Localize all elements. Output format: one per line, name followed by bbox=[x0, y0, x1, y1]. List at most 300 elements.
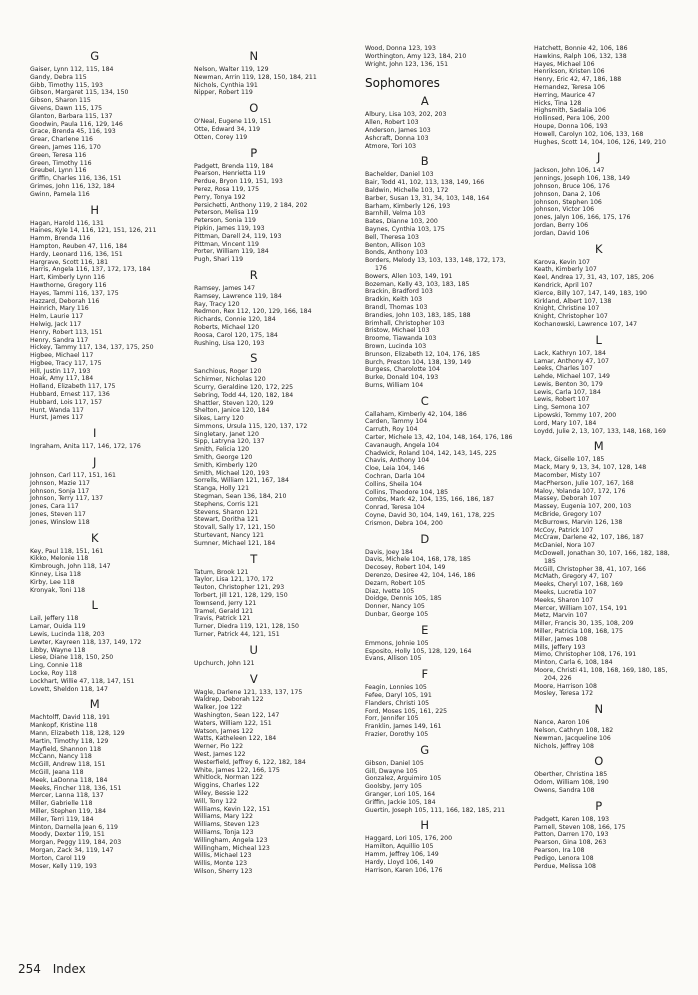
index-entry: McGill, Jeana 118 bbox=[30, 768, 84, 776]
index-entry: Moody, Dexter 119, 151 bbox=[30, 831, 105, 839]
index-entry: Jordan, Berry 106 bbox=[534, 221, 589, 229]
index-entry: Travis, Patrick 121 bbox=[194, 615, 251, 623]
index-entry: Burgess, Charolotte 104 bbox=[365, 366, 440, 374]
index-entry: Mack, Mary 9, 13, 34, 107, 128, 148 bbox=[534, 464, 647, 472]
index-entry: Lewter, Kayreen 118, 137, 149, 172 bbox=[30, 638, 142, 646]
index-entry: Callaham, Kimberly 42, 104, 186 bbox=[365, 410, 467, 418]
index-entry: Kikko, Melonie 118 bbox=[30, 555, 89, 563]
index-entry: Morton, Carol 119 bbox=[30, 854, 86, 862]
index-entry: West, James 122 bbox=[194, 750, 246, 758]
index-entry: Keel, Andrea 17, 31, 43, 107, 185, 206 bbox=[534, 274, 654, 282]
index-entry: Goodwin, Paula 116, 129, 146 bbox=[30, 120, 123, 128]
index-entry: Wagle, Darlene 121, 133, 137, 175 bbox=[194, 688, 303, 696]
index-entry: McDaniel, Nora 107 bbox=[534, 542, 595, 550]
index-entry: Miller, James 108 bbox=[534, 635, 588, 643]
index-entry: Diaz, Ivette 105 bbox=[365, 587, 415, 595]
index-entry: Carden, Tammy 104 bbox=[365, 418, 428, 426]
index-entry: Miller, Terri 119, 184 bbox=[30, 815, 94, 823]
index-entry: Walker, Joe 122 bbox=[194, 704, 243, 712]
index-column-2 bbox=[194, 45, 354, 876]
index-entry: Miller, Stephen 119, 184 bbox=[30, 807, 107, 815]
index-entry: Liese, Diane 118, 150, 250 bbox=[30, 654, 114, 662]
index-entry: Bachelder, Daniel 103 bbox=[365, 171, 434, 179]
index-entry: Helwig, Jack 117 bbox=[30, 320, 82, 328]
letter-heading: H bbox=[90, 202, 100, 217]
index-entry: Sipp, Latryna 120, 137 bbox=[194, 438, 265, 446]
letter-heading: D bbox=[420, 531, 430, 546]
index-entry: Goolsby, Jerry 105 bbox=[365, 783, 422, 791]
index-entry: Herring, Maurice 47 bbox=[534, 91, 596, 99]
index-entry: Bair, Todd 41, 102, 113, 138, 149, 166 bbox=[365, 179, 485, 187]
index-entry: Barber, Susan 13, 31, 34, 103, 148, 164 bbox=[365, 194, 490, 202]
index-entry: Fefee, Daryl 105, 191 bbox=[365, 692, 432, 699]
letter-heading: O bbox=[249, 101, 259, 116]
index-entry: Kierce, Billy 107, 147, 149, 183, 190 bbox=[534, 289, 647, 297]
index-entry: Hurst, James 117 bbox=[30, 414, 84, 422]
index-entry: Loydd, Julie 2, 13, 107, 133, 148, 168, 169 bbox=[534, 427, 666, 435]
index-entry: Williams, Kevin 122, 151 bbox=[194, 805, 271, 813]
index-entry: Hazzard, Deborah 116 bbox=[30, 297, 100, 305]
letter-heading: J bbox=[597, 150, 601, 165]
index-entry: Baynes, Cynthia 103, 175 bbox=[365, 225, 445, 233]
index-entry: Willis, Monte 123 bbox=[194, 860, 248, 868]
index-entry: Meeks, Fincher 118, 136, 151 bbox=[30, 784, 122, 792]
index-entry: Gandy, Debra 115 bbox=[30, 73, 87, 81]
index-entry: Lack, Kathryn 107, 184 bbox=[534, 349, 606, 357]
index-entry: Gaiser, Lynn 112, 115, 184 bbox=[30, 66, 114, 73]
index-entry: Padgett, Karen 108, 193 bbox=[534, 815, 610, 823]
letter-heading: C bbox=[420, 393, 430, 408]
index-entry: Mills, Jeffery 193 bbox=[534, 643, 586, 651]
index-entry: Dunbar, George 105 bbox=[365, 611, 429, 619]
index-entry: Peterson, Melisa 119 bbox=[194, 209, 259, 217]
index-entry: Stegman, Sean 136, 184, 210 bbox=[194, 493, 287, 501]
index-entry: Gibson, Daniel 105 bbox=[365, 759, 424, 767]
index-entry: Ling, Semona 107 bbox=[534, 404, 590, 412]
index-entry: Minton, Darnella Jean 6, 119 bbox=[30, 823, 118, 831]
index-entry: McGill, Christopher 38, 41, 107, 166 bbox=[534, 565, 646, 573]
index-entry: Hawkins, Ralph 106, 132, 138 bbox=[534, 52, 627, 60]
index-entry: Hargrave, Scott 116, 181 bbox=[30, 258, 109, 266]
index-entry: Burch, Preston 104, 138, 139, 149 bbox=[365, 358, 472, 366]
index-entry: Cochran, Darla 104 bbox=[365, 473, 426, 481]
index-entry: Moore, Christi 41, 108, 168, 169, 180, 185, bbox=[534, 666, 668, 674]
index-entry: Givens, Dawn 115, 175 bbox=[30, 104, 103, 112]
index-entry: Keath, Kimberly 107 bbox=[534, 266, 597, 274]
index-entry: Waters, William 122, 151 bbox=[194, 719, 272, 727]
index-entry: Hamilton, Aquillio 105 bbox=[365, 843, 434, 851]
index-entry: Houpe, Donna 106, 193 bbox=[534, 122, 608, 130]
index-entry: Carter, Michele 13, 42, 104, 148, 164, 176, 186 bbox=[365, 434, 513, 442]
index-entry: Albury, Lisa 103, 202, 203 bbox=[365, 111, 447, 119]
index-entry: Haines, Kyle 14, 116, 121, 151, 126, 211 bbox=[30, 227, 157, 235]
index-entry: Brunson, Elizabeth 12, 104, 176, 185 bbox=[365, 350, 481, 358]
index-entry: Oberther, Christina 185 bbox=[534, 771, 608, 779]
index-entry: Highsmith, Sadalia 106 bbox=[534, 107, 606, 115]
index-entry: Torbert, Jill 121, 128, 129, 150 bbox=[194, 592, 288, 600]
index-entry: Lehde, Michael 107, 149 bbox=[534, 373, 610, 381]
index-entry: Massey, Eugenia 107, 200, 103 bbox=[534, 503, 632, 511]
letter-heading: T bbox=[250, 551, 258, 566]
index-entry: Cavanaugh, Angela 104 bbox=[365, 441, 440, 449]
index-entry: Esposito, Holly 105, 128, 129, 164 bbox=[365, 647, 472, 655]
index-entry: Willis, Michael 123 bbox=[194, 852, 252, 860]
letter-heading: E bbox=[421, 622, 429, 637]
index-entry: Pittman, Darell 24, 119, 193 bbox=[194, 232, 282, 240]
index-entry: Watson, James 122 bbox=[194, 727, 254, 735]
index-entry: Lewis, Benton 30, 179 bbox=[534, 380, 603, 388]
letter-heading: H bbox=[420, 818, 430, 833]
letter-heading: R bbox=[249, 267, 259, 282]
index-entry: Kimbrough, John 118, 147 bbox=[30, 563, 111, 571]
index-entry: Grace, Brenda 45, 116, 193 bbox=[30, 128, 116, 136]
index-entry: Harrison, Karen 106, 176 bbox=[365, 866, 443, 874]
index-entry: Parnell, Steven 108, 166, 175 bbox=[534, 823, 626, 831]
index-entry: Wilson, Sherry 123 bbox=[194, 867, 253, 875]
index-entry: Newman, Jacqueline 106 bbox=[534, 734, 611, 742]
index-entry: Pugh, Shari 119 bbox=[194, 256, 244, 264]
index-entry: Chavis, Anthony 104 bbox=[365, 457, 430, 465]
index-entry: Jones, Jalyn 106, 166, 175, 176 bbox=[534, 214, 631, 222]
index-entry: Mimo, Christopher 108, 176, 191 bbox=[534, 651, 637, 659]
index-entry: Smith, Felicia 120 bbox=[194, 446, 250, 454]
index-entry: Bristow, Michael 103 bbox=[365, 327, 430, 335]
index-entry: Knight, Christopher 107 bbox=[534, 313, 608, 321]
index-entry: Sanchious, Roger 120 bbox=[194, 368, 262, 376]
index-entry: Flanders, Christi 105 bbox=[365, 699, 430, 707]
index-entry: Bonds, Anthony 103 bbox=[365, 249, 428, 257]
index-entry: Otten, Corey 119 bbox=[194, 133, 248, 141]
index-entry: Perdue, Melissa 108 bbox=[534, 862, 596, 870]
index-entry: Tatum, Brook 121 bbox=[194, 568, 249, 576]
index-entry: Meeks, Sharon 107 bbox=[534, 596, 594, 604]
index-entry: Stephens, Corris 121 bbox=[194, 500, 259, 508]
index-entry: Karova, Kevin 107 bbox=[534, 258, 590, 266]
index-entry: Pearson, Ira 108 bbox=[534, 846, 585, 854]
index-entry: Howell, Carolyn 102, 106, 133, 168 bbox=[534, 130, 644, 138]
index-entry: Hart, Kimberly Lynn 116 bbox=[30, 274, 105, 282]
index-entry: Ashcraft, Donna 103 bbox=[365, 134, 429, 142]
index-entry: Moser, Kelly 119, 193 bbox=[30, 862, 97, 870]
index-entry: Redmon, Rex 112, 120, 129, 166, 184 bbox=[194, 308, 312, 316]
index-entry: Lockhart, Willie 47, 118, 147, 151 bbox=[30, 677, 135, 685]
index-entry: Whitlock, Norman 122 bbox=[194, 774, 263, 782]
index-entry: Perez, Rosa 119, 175 bbox=[194, 185, 260, 193]
index-entry: Gibson, Margaret 115, 134, 150 bbox=[30, 89, 129, 97]
index-entry: Hatchett, Bonnie 42, 106, 186 bbox=[534, 45, 628, 52]
index-entry: Stewart, Doritha 121 bbox=[194, 516, 259, 524]
index-entry: Hubbard, Lois 117, 157 bbox=[30, 398, 103, 406]
index-entry: Ramsey, James 147 bbox=[194, 284, 256, 292]
index-entry: Lewis, Robert 107 bbox=[534, 396, 590, 404]
index-entry: Hawthorne, Gregory 116 bbox=[30, 281, 107, 289]
index-entry: Hardy, Lloyd 106, 149 bbox=[365, 858, 434, 866]
index-entry: Nance, Aaron 106 bbox=[534, 719, 590, 727]
index-entry: Persichetti, Anthony 119, 2 184, 202 bbox=[194, 201, 308, 209]
index-entry: Gonzalez, Arguimiro 105 bbox=[365, 775, 442, 783]
index-entry: Gibb, Timothy 115, 193 bbox=[30, 81, 103, 89]
index-entry: Granger, Lori 105, 164 bbox=[365, 790, 436, 798]
index-entry: Meek, LaDonna 118, 184 bbox=[30, 776, 108, 784]
index-entry: Leeks, Charles 107 bbox=[534, 365, 593, 373]
index-entry: Kirkland, Albert 107, 138 bbox=[534, 297, 612, 305]
index-entry: O'Neal, Eugene 119, 151 bbox=[194, 118, 272, 126]
index-entry: Kochanowski, Lawrence 107, 147 bbox=[534, 320, 638, 328]
letter-heading: B bbox=[420, 154, 430, 169]
index-entry: Hagan, Harold 116, 131 bbox=[30, 219, 104, 227]
index-entry: Holland, Elizabeth 117, 175 bbox=[30, 383, 116, 391]
index-entry: Griffin, Charles 116, 136, 151 bbox=[30, 175, 122, 183]
index-entry: Willingham, Angela 123 bbox=[194, 836, 268, 844]
index-entry: Hughes, Scott 14, 104, 106, 126, 149, 210 bbox=[534, 138, 666, 146]
letter-heading: N bbox=[249, 49, 259, 63]
index-entry: Johnson, Sonja 117 bbox=[30, 487, 90, 495]
index-entry: Miller, Gabrielle 118 bbox=[30, 800, 93, 808]
index-entry: Lewis, Carla 107, 184 bbox=[534, 388, 601, 396]
index-entry: Key, Paul 118, 151, 161 bbox=[30, 547, 104, 555]
index-entry: Washington, Sean 122, 147 bbox=[194, 712, 280, 719]
index-entry: Ramsey, Lawrence 119, 184 bbox=[194, 292, 282, 300]
index-entry: Gibson, Sharon 115 bbox=[30, 97, 91, 105]
index-entry: Carruth, Roy 104 bbox=[365, 426, 418, 434]
index-entry: Henry, Sandra 117 bbox=[30, 336, 89, 344]
index-entry: Peterson, Sonia 119 bbox=[194, 217, 256, 225]
index-entry: Smith, Kimberly 120 bbox=[194, 461, 258, 469]
index-entry: Nipper, Robert 119 bbox=[194, 89, 253, 97]
index-entry: Sumner, Michael 121, 184 bbox=[194, 539, 276, 547]
index-entry: Williams, Tonja 123 bbox=[194, 828, 254, 836]
index-entry: Mercer, William 107, 154, 191 bbox=[534, 604, 628, 612]
index-entry: Upchurch, John 121 bbox=[194, 659, 255, 667]
index-entry: Barnhill, Velma 103 bbox=[365, 210, 426, 218]
index-entry: Decosey, Robert 104, 149 bbox=[365, 564, 446, 572]
index-entry: Wood, Donna 123, 193 bbox=[365, 45, 436, 52]
index-entry: Haggard, Lori 105, 176, 200 bbox=[365, 835, 453, 843]
index-entry: Henry, Robert 113, 151 bbox=[30, 328, 103, 336]
letter-heading: U bbox=[249, 642, 259, 657]
index-entry: Westerfield, Jeffrey 6, 122, 182, 184 bbox=[194, 758, 306, 766]
index-entry: McBride, Gregory 107 bbox=[534, 511, 602, 519]
index-entry: Coyne, David 30, 104, 149, 161, 178, 225 bbox=[365, 512, 495, 520]
index-entry: Pittman, Vincent 119 bbox=[194, 240, 259, 248]
index-entry: Benton, Allison 103 bbox=[365, 241, 426, 249]
index-entry: Miller, Patricia 108, 168, 175 bbox=[534, 628, 623, 635]
index-entry: Nelson, Cathryn 108, 182 bbox=[534, 726, 614, 734]
index-entry: Willingham, Micheal 123 bbox=[194, 844, 270, 852]
index-entry: Atmore, Tori 103 bbox=[365, 142, 417, 150]
index-entry: Waldrep, Deborah 122 bbox=[194, 696, 264, 704]
index-entry: Lovett, Sheldon 118, 147 bbox=[30, 685, 108, 693]
index-entry: Ray, Tracy 120 bbox=[194, 300, 240, 308]
index-entry: Johnson, Dana 2, 106 bbox=[534, 190, 601, 198]
index-entry: Evans, Allison 105 bbox=[365, 655, 422, 663]
index-entry: McDowell, Jonathan 30, 107, 166, 182, 188, bbox=[534, 550, 670, 558]
index-entry: Massey, Deborah 107 bbox=[534, 495, 602, 503]
index-entry: Werner, Pio 122 bbox=[194, 743, 244, 751]
index-entry: Hamm, Brenda 116 bbox=[30, 235, 91, 243]
index-entry: Miller, Francis 30, 135, 108, 209 bbox=[534, 620, 634, 628]
index-entry: Frazier, Dorothy 105 bbox=[365, 730, 429, 738]
index-column-1 bbox=[30, 45, 190, 870]
index-entry: Hardy, Leonard 116, 136, 151 bbox=[30, 250, 123, 258]
index-entry: Meeks, Cheryl 107, 168, 169 bbox=[534, 581, 623, 589]
index-entry: Greubel, Lynn 116 bbox=[30, 167, 87, 175]
index-entry: Davis, Michele 104, 168, 178, 185 bbox=[365, 556, 471, 564]
index-entry: Brown, Lucinda 103 bbox=[365, 342, 427, 350]
index-entry: Lewis, Lucinda 118, 203 bbox=[30, 631, 105, 639]
letter-heading: L bbox=[595, 332, 603, 347]
letter-heading: V bbox=[249, 671, 259, 686]
index-entry: Macomber, Misty 107 bbox=[534, 472, 601, 480]
index-entry: Forr, Jennifer 105 bbox=[365, 715, 419, 723]
index-entry: Sikes, Larry 120 bbox=[194, 415, 244, 423]
index-entry: Kronyak, Toni 118 bbox=[30, 586, 86, 594]
index-entry: Harris, Angela 116, 137, 172, 173, 184 bbox=[30, 266, 151, 274]
index-entry: Franklin, James 149, 161 bbox=[365, 723, 442, 731]
index-entry: Knight, Christine 107 bbox=[534, 305, 600, 313]
index-entry: Chadwick, Roland 104, 142, 143, 145, 225 bbox=[365, 449, 497, 457]
index-entry: White, James 122, 166, 175 bbox=[194, 766, 280, 774]
index-entry: Brimhall, Christopher 103 bbox=[365, 319, 445, 327]
index-entry: Burns, William 104 bbox=[365, 381, 424, 389]
letter-heading: G bbox=[420, 742, 430, 757]
index-entry: Martin, Timothy 118, 129 bbox=[30, 737, 109, 745]
index-entry: Jackson, John 106, 147 bbox=[534, 167, 605, 175]
index-entry: Hicks, Tina 128 bbox=[534, 99, 582, 107]
index-entry: Townsend, Jerry 121 bbox=[194, 599, 257, 607]
index-entry: Maloy, Yolanda 107, 172, 176 bbox=[534, 487, 626, 495]
page-number: 254 bbox=[18, 962, 41, 976]
index-entry: Perdue, Bryon 119, 151, 193 bbox=[194, 178, 283, 186]
index-entry: Worthington, Amy 123, 184, 210 bbox=[365, 52, 467, 60]
index-entry: Roberts, Michael 120 bbox=[194, 323, 260, 331]
letter-heading: M bbox=[593, 439, 605, 454]
index-entry: Stovall, Sally 17, 121, 150 bbox=[194, 524, 276, 532]
index-entry: Gill, Dwayne 105 bbox=[365, 767, 418, 775]
index-entry: Hickey, Tammy 117, 134, 137, 175, 250 bbox=[30, 344, 154, 352]
index-entry: Barham, Kimberly 126, 193 bbox=[365, 202, 451, 210]
letter-heading: P bbox=[595, 798, 603, 813]
index-entry: Moore, Harrison 108 bbox=[534, 682, 597, 690]
index-entry: Nichols, Jeffrey 108 bbox=[534, 742, 594, 750]
index-entry: Combs, Mark 42, 104, 135, 166, 186, 187 bbox=[365, 496, 495, 504]
index-entry: Guertin, Joseph 105, 111, 166, 182, 185, 211 bbox=[365, 806, 506, 814]
index-entry: Mayfield, Shannon 118 bbox=[30, 745, 102, 753]
index-entry: Hill, Justin 117, 193 bbox=[30, 367, 91, 375]
index-entry: Patton, Darren 170, 193 bbox=[534, 831, 609, 839]
index-entry: 176 bbox=[375, 264, 387, 272]
index-entry: Jordan, David 106 bbox=[534, 229, 590, 237]
index-entry: Jones, Steven 117 bbox=[30, 511, 86, 519]
index-entry: Williams, Steven 123 bbox=[194, 821, 260, 829]
index-entry: Glanton, Barbara 115, 137 bbox=[30, 112, 113, 120]
index-entry: Watts, Katheleen 122, 184 bbox=[194, 735, 277, 743]
letter-heading: A bbox=[420, 94, 430, 109]
index-entry: Bradkin, Keith 103 bbox=[365, 296, 423, 304]
index-entry: McCraw, Darlene 42, 107, 186, 187 bbox=[534, 534, 644, 542]
index-entry: Ford, Moses 105, 161, 225 bbox=[365, 707, 448, 715]
index-entry: Grimes, John 116, 132, 184 bbox=[30, 182, 115, 190]
index-entry: Hampton, Reuben 47, 116, 184 bbox=[30, 242, 128, 250]
index-entry: Johnson, Mazie 117 bbox=[30, 479, 90, 487]
index-entry: Padgett, Brenda 119, 184 bbox=[194, 162, 274, 170]
index-entry: Odom, William 108, 190 bbox=[534, 779, 609, 787]
index-entry: Lipowski, Tommy 107, 200 bbox=[534, 412, 617, 420]
index-entry: Anderson, James 103 bbox=[365, 126, 431, 134]
index-entry: Jones, Cara 117 bbox=[30, 503, 79, 511]
index-entry: Hollinsed, Pera 106, 200 bbox=[534, 115, 610, 123]
index-entry: Higbee, Michael 117 bbox=[30, 352, 94, 360]
index-entry: Henry, Eric 42, 47, 186, 188 bbox=[534, 76, 622, 84]
index-entry: Hayes, Tammi 116, 137, 175 bbox=[30, 289, 119, 297]
index-entry: Brandl, Thomas 103 bbox=[365, 303, 428, 311]
letter-heading: K bbox=[594, 241, 604, 256]
index-entry: Nichols, Cynthia 191 bbox=[194, 81, 258, 89]
index-entry: Hoak, Amy 117, 184 bbox=[30, 375, 94, 383]
index-entry: Richards, Connie 120, 184 bbox=[194, 316, 276, 324]
index-entry: Tramel, Gerald 121 bbox=[194, 607, 254, 615]
index-entry: 185 bbox=[544, 557, 556, 565]
index-entry: McBurrows, Marvin 126, 138 bbox=[534, 518, 623, 526]
index-entry: Rushing, Lisa 120, 193 bbox=[194, 339, 265, 347]
letter-heading: F bbox=[421, 667, 429, 682]
index-entry: Crismon, Debra 104, 200 bbox=[365, 519, 443, 527]
index-entry: Brackin, Bradford 103 bbox=[365, 288, 433, 296]
index-entry: Mack, Giselle 107, 185 bbox=[534, 456, 605, 464]
index-entry: Mann, Elizabeth 118, 128, 129 bbox=[30, 729, 125, 737]
index-entry: Helm, Laurie 117 bbox=[30, 313, 84, 321]
index-entry: Lamar, Ouida 119 bbox=[30, 623, 86, 631]
index-entry: 204, 226 bbox=[544, 674, 572, 682]
index-entry: Donner, Nancy 105 bbox=[365, 603, 425, 611]
index-entry: Singletary, Janet 120 bbox=[194, 430, 259, 438]
section-title: Index bbox=[52, 962, 86, 976]
index-entry: Collins, Sheila 104 bbox=[365, 480, 423, 488]
index-entry: Owens, Sandra 108 bbox=[534, 786, 595, 794]
letter-heading: S bbox=[250, 351, 258, 366]
index-entry: Kendrick, April 107 bbox=[534, 281, 593, 289]
index-entry: Turner, Diedra 119, 121, 128, 150 bbox=[194, 623, 299, 631]
index-entry: Green, Timothy 116 bbox=[30, 159, 92, 167]
index-entry: Sebring, Todd 44, 120, 182, 184 bbox=[194, 391, 294, 399]
index-entry: Sorrells, William 121, 167, 184 bbox=[194, 477, 289, 485]
index-entry: Allen, Robert 103 bbox=[365, 119, 419, 127]
index-entry: Kinney, Lisa 118 bbox=[30, 571, 81, 579]
index-entry: Hayes, Michael 106 bbox=[534, 60, 595, 68]
index-entry: Taylor, Lisa 121, 170, 172 bbox=[194, 576, 274, 584]
index-entry: Ingraham, Anita 117, 146, 172, 176 bbox=[30, 443, 141, 451]
index-entry: Collins, Theodore 104, 185 bbox=[365, 488, 449, 496]
index-column-3 bbox=[365, 45, 525, 874]
index-entry: Johnson, Terry 117, 137 bbox=[30, 495, 104, 503]
index-entry: Lamar, Anthony 47, 107 bbox=[534, 357, 609, 365]
index-entry: Smith, Michael 120, 193 bbox=[194, 469, 270, 477]
index-entry: Lail, Jeffery 118 bbox=[30, 615, 79, 623]
index-entry: Meeks, Lucretia 107 bbox=[534, 589, 597, 597]
index-entry: Shattler, Steven 120, 129 bbox=[194, 399, 274, 407]
index-column-4 bbox=[534, 45, 694, 870]
index-entry: Green, Teresa 116 bbox=[30, 151, 87, 159]
index-entry: Simmons, Ursula 115, 120, 137, 172 bbox=[194, 422, 308, 430]
letter-heading: K bbox=[90, 530, 100, 545]
index-entry: Dezarn, Robert 105 bbox=[365, 579, 426, 587]
index-entry: Will, Tony 122 bbox=[194, 797, 237, 805]
index-entry: Gwinn, Pamela 116 bbox=[30, 190, 90, 198]
index-entry: Hernandez, Teresa 106 bbox=[534, 83, 605, 91]
index-entry: Jennings, Joseph 106, 138, 149 bbox=[534, 175, 630, 183]
index-entry: Burke, Donald 104, 193 bbox=[365, 374, 439, 382]
index-entry: Scurry, Geraldine 120, 172, 225 bbox=[194, 383, 294, 391]
